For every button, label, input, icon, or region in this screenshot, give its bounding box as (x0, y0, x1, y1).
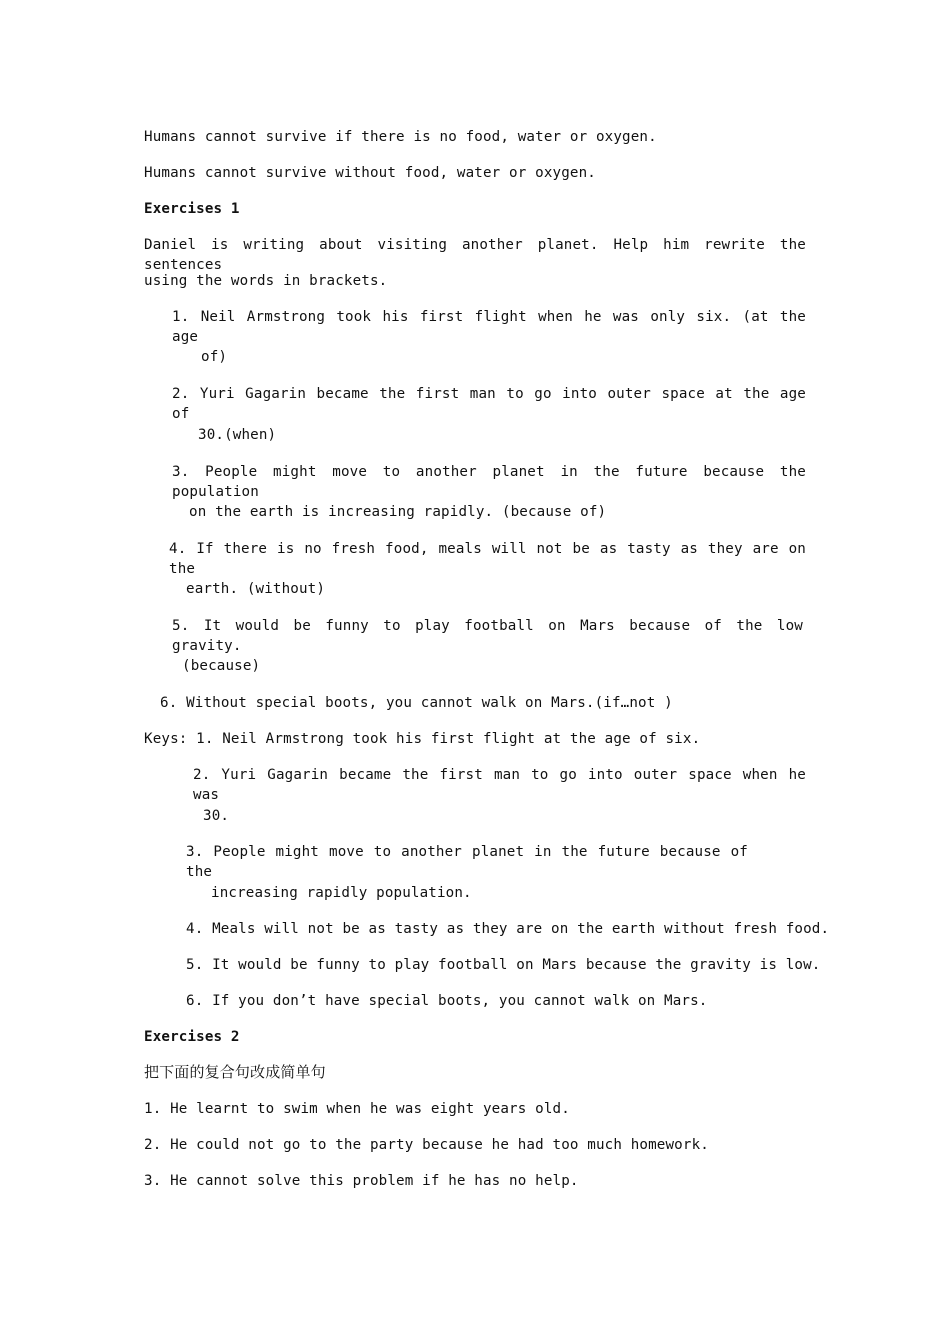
exercise-2-item-3: 3. He cannot solve this problem if he has no help. (144, 1173, 579, 1189)
exercise-1-item-4-cont: earth. (without) (186, 581, 326, 597)
key-6: 6. If you don’t have special boots, you cannot walk on Mars. (186, 993, 708, 1009)
exercises-2-instruction: 把下面的复合句改成简单句 (144, 1063, 326, 1081)
exercise-2-item-2: 2. He could not go to the party because he had too much homework. (144, 1137, 709, 1153)
exercise-1-item-6: 6. Without special boots, you cannot walk on Mars.(if…not ) (160, 695, 673, 711)
exercise-1-item-2: 2. Yuri Gagarin became the first man to go into outer space at the age of (172, 386, 806, 422)
key-5: 5. It would be funny to play football on Mars because the gravity is low. (186, 957, 821, 973)
exercises-1-heading: Exercises 1 (144, 201, 240, 217)
exercises-2-heading: Exercises 2 (144, 1029, 240, 1045)
exercise-1-item-1: 1. Neil Armstrong took his first flight when he was only six. (at the age (172, 309, 806, 345)
key-2: 2. Yuri Gagarin became the first man to go into outer space when he was (193, 767, 806, 803)
exercise-1-item-5-cont: (because) (182, 658, 261, 674)
key-4: 4. Meals will not be as tasty as they are on the earth without fresh food. (186, 921, 830, 937)
exercise-1-item-2-cont: 30.(when) (198, 427, 277, 443)
exercises-1-instruction: Daniel is writing about visiting another planet. Help him rewrite the sentences (144, 237, 806, 273)
exercise-2-item-1: 1. He learnt to swim when he was eight years old. (144, 1101, 570, 1117)
exercise-1-item-3-cont: on the earth is increasing rapidly. (because of) (189, 504, 607, 520)
key-3-cont: increasing rapidly population. (211, 885, 472, 901)
intro-sentence-1: Humans cannot survive if there is no food, water or oxygen. (144, 129, 657, 145)
exercise-1-item-1-cont: of) (201, 349, 228, 365)
key-2-cont: 30. (203, 808, 230, 824)
exercise-1-item-3: 3. People might move to another planet in the future because the population (172, 464, 806, 500)
exercise-1-item-5: 5. It would be funny to play football on Mars because of the low gravity. (172, 618, 803, 654)
intro-sentence-2: Humans cannot survive without food, water or oxygen. (144, 165, 596, 181)
exercises-1-instruction-cont: using the words in brackets. (144, 273, 388, 289)
key-3: 3. People might move to another planet in the future because of the (186, 844, 748, 880)
keys-1: Keys: 1. Neil Armstrong took his first flight at the age of six. (144, 731, 701, 747)
exercise-1-item-4: 4. If there is no fresh food, meals will not be as tasty as they are on the (169, 541, 806, 577)
